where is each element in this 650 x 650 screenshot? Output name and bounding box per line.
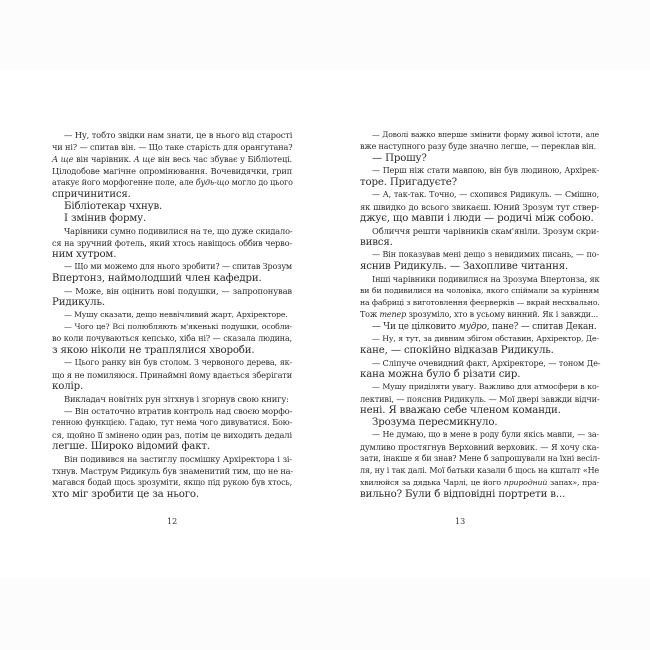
text-line xyxy=(360,153,599,165)
text-run: Ридикуль. xyxy=(52,297,105,308)
text-line xyxy=(52,477,292,489)
text-line xyxy=(360,477,599,489)
text-run: — Ну, я тут, за дивним збігом обставин, Архіректор, Де- xyxy=(372,334,599,343)
left-page-number: 12 xyxy=(167,517,178,526)
text-run: — Ну, тобто звідки нам знати, це в нього від старості xyxy=(64,130,293,140)
text-line xyxy=(360,405,599,417)
text-run: Бібліотекар чхнув. xyxy=(64,201,163,212)
text-line xyxy=(52,453,292,465)
text-line xyxy=(52,201,292,213)
left-page-text xyxy=(52,129,292,501)
text-line xyxy=(52,297,292,309)
text-line xyxy=(360,201,599,213)
left-page xyxy=(52,70,292,578)
right-page xyxy=(360,70,599,578)
text-line xyxy=(360,237,599,249)
text-run: ся на зручний фотель, який хтось навіщось оббив черво- xyxy=(52,238,292,248)
text-line xyxy=(52,441,292,453)
text-line xyxy=(52,237,292,249)
text-line xyxy=(52,369,292,381)
text-line xyxy=(360,441,599,453)
text-line xyxy=(360,141,599,153)
text-run: во коли почуваються кепсько, хіба ні? — сказала людина, xyxy=(52,334,292,343)
text-run: — Мушу сказати, дещо неввічливий жарт, Архіректоре. xyxy=(64,310,288,319)
text-run: Обличчя решти чарівників скам'яніли. Зрозум скри- xyxy=(372,226,599,236)
text-line xyxy=(52,333,292,345)
text-run: магався бодай щось зрозуміти, якщо під рукою був хтось, xyxy=(52,478,292,487)
text-run: вильно? Були б відповідні портрети в... xyxy=(360,489,566,500)
text-line xyxy=(52,249,292,261)
text-line xyxy=(52,417,292,429)
text-line xyxy=(52,309,292,321)
text-line xyxy=(52,225,292,237)
text-run: Впертонз, наймолодший член кафедри. xyxy=(52,273,262,284)
text-run: що я не помиляюся. Принаймні йому вдається зберігати xyxy=(52,370,292,380)
text-line xyxy=(52,177,292,189)
text-run: — Не думаю, що в мене в роду були якісь мавпи, — за- xyxy=(372,430,599,439)
text-run: спричинитися. xyxy=(52,189,131,200)
text-run: ним хутром. xyxy=(52,249,117,260)
text-run: могло до цього xyxy=(229,178,293,187)
text-run: Викладач новітніх рун зітхнув і згорнув свою книгу: xyxy=(64,394,289,404)
text-run: хвилюйся за дядька Чарлі, це його xyxy=(360,478,504,487)
text-run: хто міг зробити це за нього. xyxy=(52,489,199,500)
text-run: чи ні? — спитав він. — Що таке старість для орангутана? xyxy=(52,142,293,152)
text-run: — Перш ніж стати мавпою, він був людиною, Архірек- xyxy=(372,166,599,175)
text-run: нені. Я вважаю себе членом команди. xyxy=(360,405,561,416)
text-line xyxy=(52,213,292,225)
text-line xyxy=(52,189,292,201)
italic-text: А ще xyxy=(133,154,156,164)
text-run: І змінив форму. xyxy=(64,213,147,224)
text-run: зати, інакше я би знав? Мене б запрошували на їхні весіл- xyxy=(360,454,600,463)
text-line xyxy=(360,165,599,177)
text-run: — Він показував мені дещо з невидимих писань, — по- xyxy=(372,250,599,259)
text-line xyxy=(360,381,599,393)
text-line xyxy=(52,261,292,273)
bottom-margin-band xyxy=(0,578,650,650)
text-run: з якою ніколи не траплялися хвороби. xyxy=(52,345,255,356)
text-run: — Що ми можемо для нього зробити? — спитав Зрозум xyxy=(64,262,292,271)
text-run: торе. Пригадуєте? xyxy=(360,177,457,188)
text-run: як швидко до всього звикаєш. Юний Зрозум тут ствер- xyxy=(360,202,599,212)
text-line xyxy=(360,369,599,381)
text-line xyxy=(360,189,599,201)
text-line xyxy=(360,285,599,297)
text-line xyxy=(360,213,599,225)
text-run: запах», пра- xyxy=(547,478,599,487)
text-run: джує, що мавпи і люди — родичі між собою. xyxy=(360,213,594,224)
text-line xyxy=(360,357,599,369)
text-line xyxy=(52,273,292,285)
text-run: яснив Ридикуль. — Захопливе читання. xyxy=(360,261,569,272)
text-line xyxy=(360,465,599,477)
text-run: кана можна було б різати сир. xyxy=(360,369,521,380)
text-line xyxy=(52,153,292,165)
text-run: ля, ну і так далі. Мої батьки казали б щось на кшталт «Не xyxy=(360,466,599,475)
text-run: — Чи це цілковито xyxy=(372,322,459,332)
text-line xyxy=(360,417,599,429)
text-run: Зрозума пересмикнуло. xyxy=(372,417,498,428)
text-run: атакує його морфогенне поле, але xyxy=(52,178,196,187)
italic-text: будь-що xyxy=(195,178,230,187)
text-run: — Доволі важко вперше змінити форму живої істоти, але xyxy=(372,130,599,139)
text-run: Інші чарівники подивилися на Зрозума Впертонза, як xyxy=(372,274,600,284)
text-line xyxy=(52,165,292,177)
text-line xyxy=(52,393,292,405)
text-run: Чарівники сумно подивилися на те, що дуже скидало- xyxy=(64,226,293,236)
text-line xyxy=(52,285,292,297)
text-line xyxy=(52,405,292,417)
text-line xyxy=(52,489,292,501)
text-line xyxy=(52,429,292,441)
text-line xyxy=(52,129,292,141)
text-run: вже наступного разу буде значно легше, — переклав він. xyxy=(360,142,597,151)
text-run: лективі, — пояснив Ридикуль. — Мої двері завжди відчи- xyxy=(360,394,600,404)
text-run: — Прошу? xyxy=(372,153,427,164)
text-line xyxy=(360,177,599,189)
text-line xyxy=(360,309,599,321)
text-line xyxy=(52,465,292,477)
text-line xyxy=(360,261,599,273)
text-run: Тож xyxy=(360,310,380,319)
text-run: — Він остаточно втратив контроль над своєю морфо- xyxy=(64,406,293,416)
text-run: Він подивився на застиглу посмішку Архіректора і зі- xyxy=(64,454,292,464)
text-run: зрозуміло, хто в усьому винний. Як і завжди... xyxy=(406,310,599,319)
text-line xyxy=(52,141,292,153)
italic-text: А ще xyxy=(52,154,74,164)
book-spread xyxy=(0,70,650,578)
text-line xyxy=(360,393,599,405)
text-line xyxy=(52,321,292,333)
text-line xyxy=(360,429,599,441)
text-run: він чарівник. xyxy=(73,154,134,164)
text-line xyxy=(360,225,599,237)
text-run: колір. xyxy=(52,381,84,392)
text-run: Цілодобове магічне опромінювання. Вочевидячки, грип xyxy=(52,166,292,176)
italic-text: тепер xyxy=(379,310,407,319)
text-line xyxy=(52,381,292,393)
italic-text: природний xyxy=(503,478,548,487)
text-run: , пане? — спитав Декан. xyxy=(486,322,597,332)
text-run: на фабриці з виготовлення феєрверків — вкрай несхвально. xyxy=(360,298,600,307)
text-line xyxy=(360,297,599,309)
text-run: генною функцією. Гадаю, тут нема чого дивуватися. Бою- xyxy=(52,418,292,427)
text-run: вився. xyxy=(360,237,393,248)
text-line xyxy=(360,333,599,345)
right-page-text xyxy=(360,129,599,501)
text-run: кане, — спокійно відказав Ридикуль. xyxy=(360,345,554,356)
top-margin-band xyxy=(0,0,650,70)
text-line xyxy=(360,345,599,357)
text-run: — Цього ранку він був столом. З червоного дерева, як- xyxy=(64,358,292,367)
text-run: ви би подивилися на чоловіка, якого спіймали за курінням xyxy=(360,286,599,295)
text-line xyxy=(360,129,599,141)
text-line xyxy=(52,345,292,357)
text-run: — А, так-так. Точно, — схопився Ридикуль. — Смішно, xyxy=(372,190,599,199)
text-run: він весь час збуває у Бібліотеці. xyxy=(155,154,293,164)
right-page-number: 13 xyxy=(455,517,466,526)
text-run: — Чого це? Всі полюбляють м'якенькі подушки, особли- xyxy=(64,322,292,331)
text-run: тхнув. Маструм Ридикуль був знаменитий тим, що не на- xyxy=(52,466,294,476)
text-run: легше. Широко відомий факт. xyxy=(52,441,211,452)
text-run: — Сліпуче очевидний факт, Архіректоре, — тоном Де- xyxy=(372,358,601,368)
text-line xyxy=(360,273,599,285)
text-line xyxy=(360,249,599,261)
text-line xyxy=(52,357,292,369)
text-line xyxy=(360,489,599,501)
text-run: ся, щойно її змінено один раз, потім це виходить дедалі xyxy=(52,430,292,440)
text-line xyxy=(360,453,599,465)
text-line xyxy=(360,321,599,333)
italic-text: мудро xyxy=(458,322,487,332)
text-run: — Може, він оцінить нові подушки, — запропонував xyxy=(64,286,292,296)
text-run: — Мушу приділяти увагу. Важливо для атмосфери в ко- xyxy=(372,382,599,391)
text-run: думливо простягнув Верховний верховик. — Я хочу ска- xyxy=(360,442,599,452)
